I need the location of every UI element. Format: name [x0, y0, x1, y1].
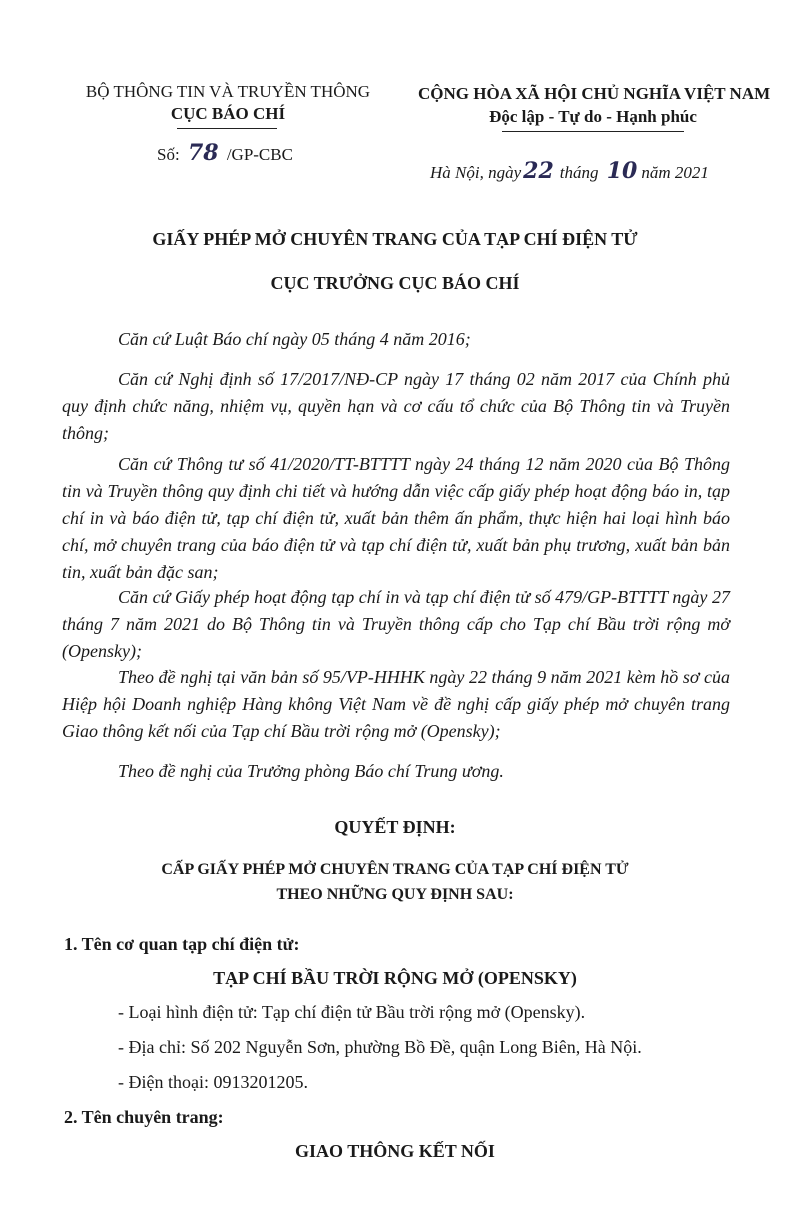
- department-name: CỤC BÁO CHÍ: [170, 104, 286, 123]
- number-handwritten: 78: [187, 140, 219, 166]
- magazine-address: - Địa chỉ: Số 202 Nguyễn Sơn, phường Bồ Đề, quận Long Biên, Hà Nội.: [118, 1037, 642, 1057]
- basis-request: Theo đề nghị tại văn bản số 95/VP-HHHK ngày 22 tháng 9 năm 2021 kèm hồ sơ của Hiệp hội Doanh nghiệp Hàng không Việt Nam về đề nghị cấp giấy phép mở chuyên trang Giao thông kết nối của Tạp chí Bầu trời rộng mở (Opensky);: [62, 667, 730, 741]
- date-month-label: tháng: [559, 163, 599, 182]
- national-motto: Độc lập - Tự do - Hạnh phúc: [489, 107, 697, 126]
- document-title: GIẤY PHÉP MỞ CHUYÊN TRANG CỦA TẠP CHÍ ĐIỆN TỬ: [152, 229, 638, 249]
- document-number: [157, 140, 293, 166]
- ministry-name: BỘ THÔNG TIN VÀ TRUYỀN THÔNG: [85, 82, 371, 101]
- decision-heading: QUYẾT ĐỊNH:: [334, 817, 456, 837]
- issuing-authority: CỤC TRƯỞNG CỤC BÁO CHÍ: [270, 273, 520, 293]
- country-name: CỘNG HÒA XÃ HỘI CHỦ NGHĨA VIỆT NAM: [418, 84, 771, 103]
- motto-underline: [502, 131, 684, 132]
- number-prefix: Số:: [157, 145, 180, 164]
- magazine-name: TẠP CHÍ BẦU TRỜI RỘNG MỞ (OPENSKY): [213, 968, 577, 988]
- date-prefix: Hà Nội, ngày: [430, 163, 522, 182]
- decision-subheading-2: THEO NHỮNG QUY ĐỊNH SAU:: [276, 886, 514, 903]
- issue-date: [430, 158, 709, 184]
- number-suffix: /GP-CBC: [226, 145, 293, 164]
- basis-circular: Căn cứ Thông tư số 41/2020/TT-BTTTT ngày 24 tháng 12 năm 2020 của Bộ Thông tin và Truyền thông quy định chi tiết và hướng dẫn việc cấp giấy phép hoạt động báo in, tạp chí in và báo điện tử, tạp chí điện tử, xuất bản thêm ấn phẩm, thực hiện hai loại hình báo chí, mở chuyên trang của báo điện tử và tạp chí điện tử, xuất bản phụ trương, xuất bản bản tin, xuất bản đặc san;: [62, 454, 730, 582]
- section-2-heading: 2. Tên chuyên trang:: [64, 1107, 224, 1127]
- section-1-heading: 1. Tên cơ quan tạp chí điện tử:: [64, 934, 300, 954]
- magazine-type: - Loại hình điện tử: Tạp chí điện tử Bầu trời rộng mở (Opensky).: [118, 1002, 586, 1022]
- basis-press-law: Căn cứ Luật Báo chí ngày 05 tháng 4 năm 2016;: [118, 329, 471, 349]
- special-page-name: GIAO THÔNG KẾT NỐI: [295, 1141, 495, 1161]
- basis-license: Căn cứ Giấy phép hoạt động tạp chí in và tạp chí điện tử số 479/GP-BTTTT ngày 27 tháng 7 năm 2021 do Bộ Thông tin và Truyền thông cấp cho Tạp chí Bầu trời rộng mở (Opensky);: [62, 587, 730, 661]
- decision-subheading-1: CẤP GIẤY PHÉP MỞ CHUYÊN TRANG CỦA TẠP CHÍ ĐIỆN TỬ: [161, 861, 629, 878]
- date-month: 10: [606, 158, 638, 184]
- date-year: năm 2021: [641, 163, 709, 182]
- basis-decree: Căn cứ Nghị định số 17/2017/NĐ-CP ngày 17 tháng 02 năm 2017 của Chính phủ quy định chức năng, nhiệm vụ, quyền hạn và cơ cấu tổ chức của Bộ Thông tin và Truyền thông;: [62, 369, 730, 443]
- department-underline: [177, 128, 277, 129]
- date-day: 22: [523, 158, 554, 184]
- magazine-phone: - Điện thoại: 0913201205.: [118, 1072, 308, 1092]
- basis-proposal: Theo đề nghị của Trưởng phòng Báo chí Trung ương.: [118, 761, 504, 781]
